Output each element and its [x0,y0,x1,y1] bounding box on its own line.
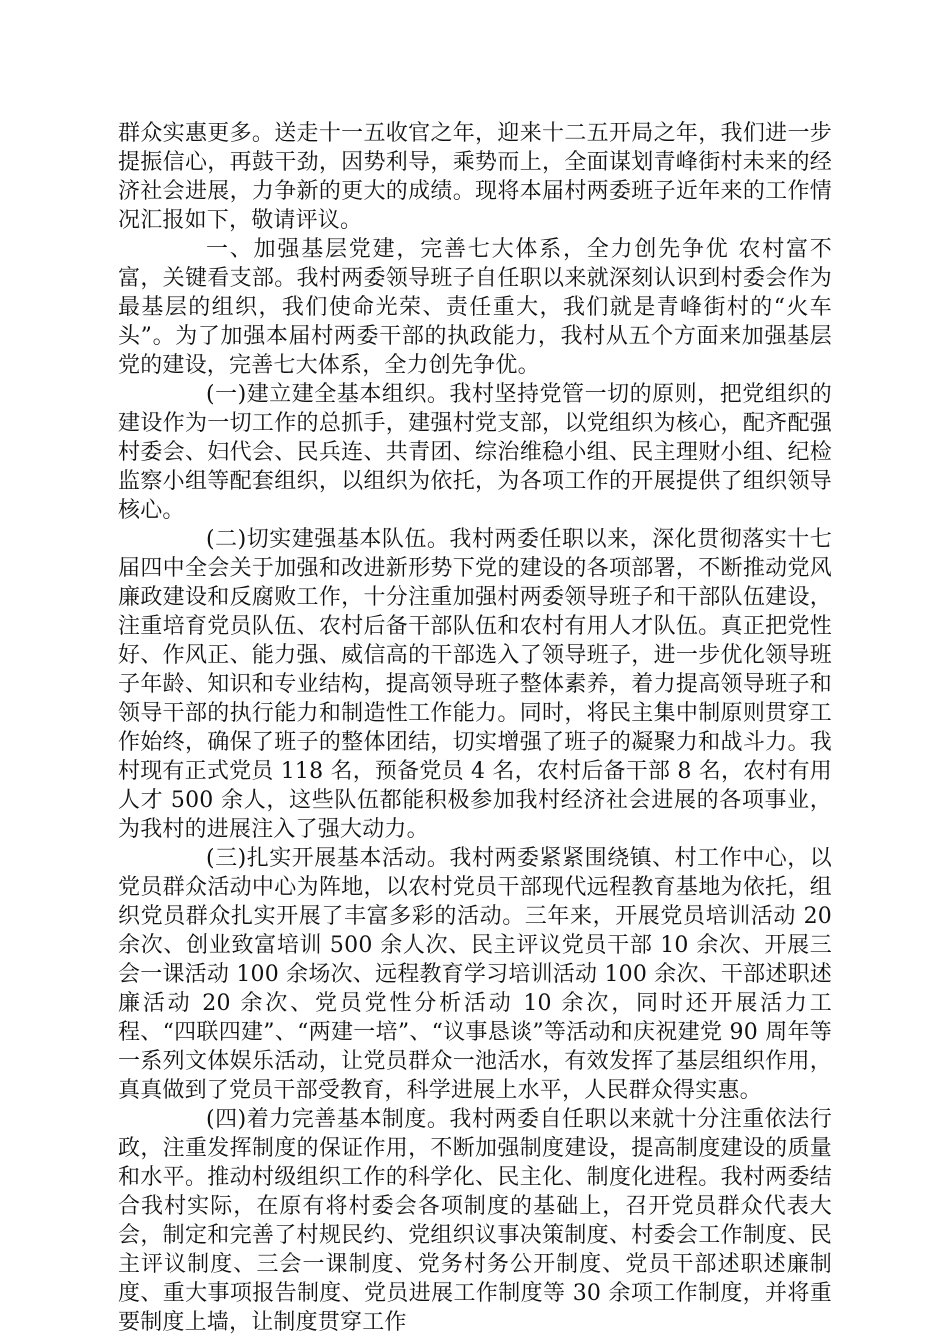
paragraph-intro-continuation: 群众实惠更多。送走十一五收官之年，迎来十二五开局之年，我们进一步提振信心，再鼓干劲，因势利导，乘势而上，全面谋划青峰街村未来的经济社会进展，力争新的更大的成绩。现将本届村两委班子近年来的工作情况汇报如下，敬请评议。 [118,121,832,233]
paragraph-basic-organization: (一)建立建全基本组织。我村坚持党管一切的原则，把党组织的建设作为一切工作的总抓手，建强村党支部，以党组织为核心，配齐配强村委会、妇代会、民兵连、共青团、综治维稳小组、民主理财小组、纪检监察小组等配套组织，以组织为依托，为各项工作的开展提供了组织领导核心。 [118,382,832,523]
paragraph-basic-system: (四)着力完善基本制度。我村两委自任职以来就十分注重依法行政，注重发挥制度的保证作用，不断加强制度建设，提高制度建设的质量和水平。推动村级组织工作的科学化、民主化、制度化进程。我村两委结合我村实际，在原有将村委会各项制度的基础上，召开党员群众代表大会，制定和完善了村规民约、党组织议事决策制度、村委会工作制度、民主评议制度、三会一课制度、党务村务公开制度、党员干部述职述廉制度、重大事项报告制度、党员进展工作制度等 30 余项工作制度，并将重要制度上墙，让制度贯穿工作 [118,1107,832,1335]
paragraph-basic-team: (二)切实建强基本队伍。我村两委任职以来，深化贯彻落实十七届四中全会关于加强和改进新形势下党的建设的各项部署，不断推动党风廉政建设和反腐败工作，十分注重加强村两委领导班子和干部队伍建设，注重培育党员队伍、农村后备干部队伍和农村有用人才队伍。真正把党性好、作风正、能力强、威信高的干部选入了领导班子，进一步优化领导班子年龄、知识和专业结构，提高领导班子整体素养，着力提高领导班子和领导干部的执行能力和制造性工作能力。同时，将民主集中制原则贯穿工作始终，确保了班子的整体团结，切实增强了班子的凝聚力和战斗力。我村现有正式党员 118 名，预备党员 4 名，农村后备干部 8 名，农村有用人才 500 余人，这些队伍都能积极参加我村经济社会进展的各项事业，为我村的进展注入了强大动力。 [118,527,832,842]
document-body [118,119,832,1337]
paragraph-section-one-heading: 一、加强基层党建，完善七大体系，全力创先争优 农村富不富，关键看支部。我村两委领导班子自任职以来就深刻认识到村委会作为最基层的组织，我们使命光荣、责任重大，我们就是青峰街村的“火车头”。为了加强本届村两委干部的执政能力，我村从五个方面来加强基层党的建设，完善七大体系，全力创先争优。 [118,237,832,378]
paragraph-basic-activities: (三)扎实开展基本活动。我村两委紧紧围绕镇、村工作中心，以党员群众活动中心为阵地，以农村党员干部现代远程教育基地为依托，组织党员群众扎实开展了丰富多彩的活动。三年来，开展党员培训活动 20 余次、创业致富培训 500 余人次、民主评议党员干部 10 余次、开展三会一课活动 100 余场次、远程教育学习培训活动 100 余次、干部述职述廉活动 20 余次、党员党性分析活动 10 余次，同时还开展活力工程、“四联四建”、“两建一培”、“议事恳谈”等活动和庆祝建党 90 周年等一系列文体娱乐活动，让党员群众一池活水，有效发挥了基层组织作用，真真做到了党员干部受教育，科学进展上水平，人民群众得实惠。 [118,846,832,1103]
